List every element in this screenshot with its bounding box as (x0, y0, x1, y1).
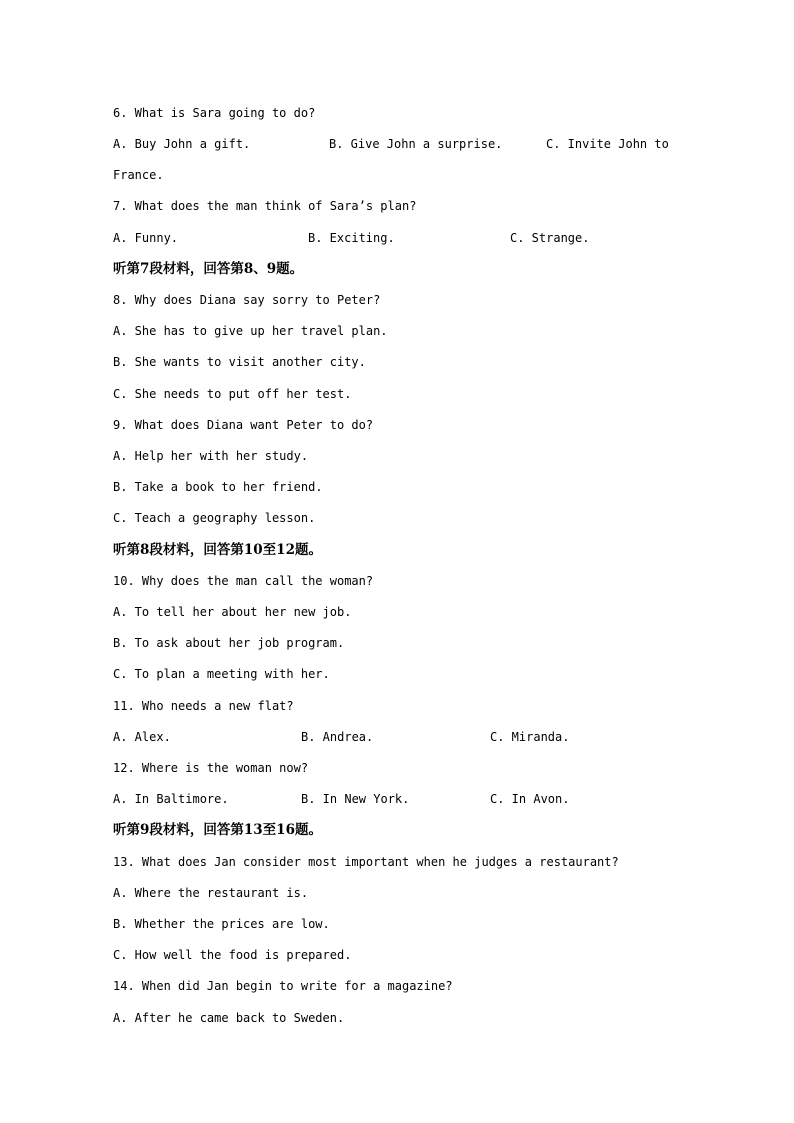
question-7: 7. What does the man think of Sara’s plan? (113, 199, 417, 213)
q8-option-c: C. She needs to put off her test. (113, 387, 352, 401)
question-12-options (113, 789, 570, 809)
q10-option-c: C. To plan a meeting with her. (113, 667, 330, 681)
section-9-heading: 听第9段材料，回答第13至16题。 (113, 822, 322, 838)
q9-option-c: C. Teach a geography lesson. (113, 511, 316, 525)
q9-option-b: B. Take a book to her friend. (113, 480, 323, 494)
q7-option-c: C. Strange. (510, 231, 590, 245)
section-8-heading: 听第8段材料，回答第10至12题。 (113, 542, 322, 558)
q13-option-c: C. How well the food is prepared. (113, 948, 352, 962)
q12-option-b: B. In New York. (301, 792, 410, 806)
q13-option-a: A. Where the restaurant is. (113, 886, 309, 900)
q6-option-c: C. Invite John to (546, 137, 669, 151)
section-7-heading: 听第7段材料，回答第8、9题。 (113, 261, 304, 277)
q9-option-a: A. Help her with her study. (113, 449, 309, 463)
q6-option-c-continued: France. (113, 168, 164, 182)
question-13: 13. What does Jan consider most important when he judges a restaurant? (113, 855, 619, 869)
question-11-options (113, 727, 570, 747)
question-12: 12. Where is the woman now? (113, 761, 309, 775)
q7-option-b: B. Exciting. (308, 231, 395, 245)
question-6: 6. What is Sara going to do? (113, 106, 316, 120)
q6-option-a: A. Buy John a gift. (113, 137, 251, 151)
q11-option-b: B. Andrea. (301, 730, 374, 744)
q13-option-b: B. Whether the prices are low. (113, 917, 330, 931)
q14-option-a: A. After he came back to Sweden. (113, 1011, 345, 1025)
question-14: 14. When did Jan begin to write for a magazine? (113, 979, 453, 993)
q8-option-a: A. She has to give up her travel plan. (113, 324, 388, 338)
q7-option-a: A. Funny. (113, 231, 179, 245)
q10-option-a: A. To tell her about her new job. (113, 605, 352, 619)
question-10: 10. Why does the man call the woman? (113, 574, 374, 588)
q12-option-a: A. In Baltimore. (113, 792, 229, 806)
q6-option-b: B. Give John a surprise. (329, 137, 503, 151)
question-8: 8. Why does Diana say sorry to Peter? (113, 293, 381, 307)
q12-option-c: C. In Avon. (490, 792, 570, 806)
question-9: 9. What does Diana want Peter to do? (113, 418, 374, 432)
q11-option-a: A. Alex. (113, 730, 171, 744)
q11-option-c: C. Miranda. (490, 730, 570, 744)
question-11: 11. Who needs a new flat? (113, 699, 294, 713)
question-6-options (113, 134, 669, 154)
question-7-options (113, 228, 590, 248)
q8-option-b: B. She wants to visit another city. (113, 355, 366, 369)
q10-option-b: B. To ask about her job program. (113, 636, 345, 650)
